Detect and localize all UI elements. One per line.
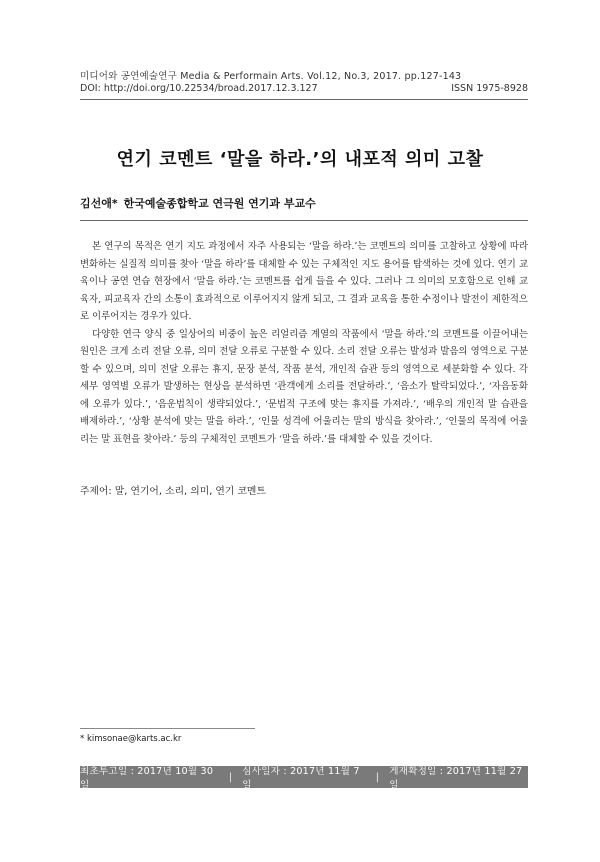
received-date: 최초투고일 : 2017년 10월 30일	[80, 766, 214, 791]
footnote-divider	[80, 728, 255, 729]
accepted-date: 게재확정일 : 2017년 11월 27일	[389, 766, 523, 791]
author-name: 김선애*	[80, 197, 118, 210]
abstract-paragraph-1: 본 연구의 목적은 연기 지도 과정에서 자주 사용되는 ‘말을 하라.’는 코멘트의 의미를 고찰하고 상황에 따라 변화하는 실질적 의미를 찾아 ‘말을 하라’를 대체할 수 있는 구체적인 지도 용어를 탐색하는 것에 있다. 연기 교육이나 공연 연습 현장에서 ‘말을 하라.’는 코멘트를 쉽게 들을 수 있다. 그러나 그 의미의 모호함으로 인해 교육자, 피교육자 간의 소통이 효과적으로 이루어지지 않게 되고, 그 결과 교육을 통한 수정이나 발전이 제한적으로 이루어지는 경우가 있다.	[80, 241, 528, 322]
author-line	[80, 195, 316, 211]
issn: ISSN 1975-8928	[451, 83, 528, 94]
author-email-footnote: * kimsonae@karts.ac.kr	[80, 734, 182, 744]
author-affiliation: 한국예술종합학교 연극원 연기과 부교수	[123, 197, 316, 210]
abstract	[80, 238, 528, 448]
keywords: 주제어: 말, 연기어, 소리, 의미, 연기 코멘트	[80, 486, 266, 497]
author-divider	[80, 220, 528, 221]
abstract-paragraph-2: 다양한 연극 양식 중 일상어의 비중이 높은 리얼리즘 계열의 작품에서 ‘말을 하라.’의 코멘트를 이끌어내는 원인은 크게 소리 전달 오류, 의미 전달 오류로 구분할 수 있다. 소리 전달 오류는 발성과 발음의 영역으로 구분할 수 있으며, 의미 전달 오류는 휴지, 문장 분석, 작품 분석, 개인적 습관 등의 영역으로 세분화할 수 있다. 각 세부 영역별 오류가 발생하는 현상을 분석하면 ‘관객에게 소리를 전달하라.’, ‘음소가 탈락되었다.’, ‘자음동화에 오류가 있다.’, ‘음운법칙이 생략되었다.’, ‘문법적 구조에 맞는 휴지를 가져라.’, ‘배우의 개인적 말 습관을 배제하라.’, ‘상황 분석에 맞는 말을 하라.’, ‘인물 성격에 어울리는 말의 방식을 찾아라.’, ‘인물의 목적에 어울리는 말 표현을 찾아라.’ 등의 구체적인 코멘트가 ‘말을 하라.’를 대체할 수 있을 것이다.	[80, 328, 528, 445]
review-date: 심사일자 : 2017년 11월 7일	[242, 766, 360, 791]
date-separator: |	[228, 771, 233, 783]
date-separator: |	[375, 771, 380, 783]
submission-dates-bar	[80, 766, 528, 791]
doi-row	[80, 83, 528, 94]
journal-citation: 미디어와 공연예술연구 Media & Performain Arts. Vol.12, No.3, 2017. pp.127-143	[80, 71, 462, 82]
doi-link[interactable]: DOI: http://doi.org/10.22534/broad.2017.12.3.127	[80, 83, 318, 94]
header-divider	[80, 99, 528, 100]
paper-title: 연기 코멘트 ‘말을 하라.’의 내포적 의미 고찰	[116, 149, 484, 170]
